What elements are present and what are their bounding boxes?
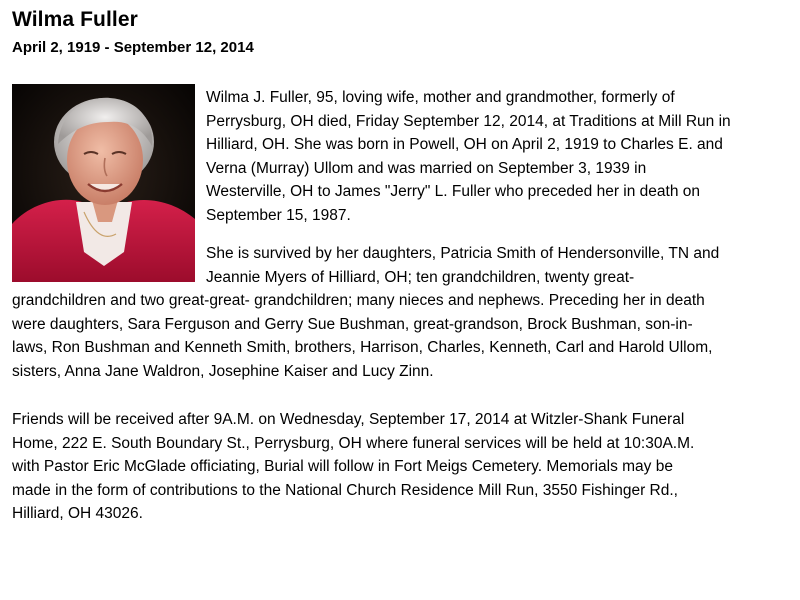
text-line: made in the form of contributions to the National Church Residence Mill Run, 3550 Fishinger Rd., [12,481,678,499]
text-line: Hilliard, OH 43026. [12,505,143,522]
text-line: Westerville, OH to James "Jerry" L. Fuller who preceded her in death on [206,183,701,200]
text-line: with Pastor Eric McGlade officiating, Burial will follow in Fort Meigs Cemetery. Memorials may be [12,458,673,475]
text-line: laws, Ron Bushman and Kenneth Smith, brothers, Harrison, Charles, Kenneth, Carl and Harold Ullom, [12,339,713,356]
text-line: September 15, 1987. [206,206,351,224]
obituary-name: Wilma Fuller [12,8,138,31]
text-line: Jeannie Myers of Hilliard, OH; ten grandchildren, twenty great- [206,268,635,286]
text-line: She is survived by her daughters, Patricia Smith of Hendersonville, TN and [206,245,720,262]
obituary-paragraph-2 [12,242,796,383]
obituary-paragraph-1 [206,86,796,227]
text-line: Friends will be received after 9A.M. on Wednesday, September 17, 2014 at Witzler-Shank Funeral [12,411,685,428]
obituary-paragraph-3 [12,408,796,526]
text-line: Verna (Murray) Ullom and was married on September 3, 1939 in [206,159,647,177]
text-line: Home, 222 E. South Boundary St., Perrysburg, OH where funeral services will be held at 10:30A.M. [12,434,695,452]
text-line: grandchildren and two great-great- grandchildren; many nieces and nephews. Preceding her in death [12,292,705,309]
text-line: sisters, Anna Jane Waldron, Josephine Kaiser and Lucy Zinn. [12,362,434,380]
text-line: Perrysburg, OH died, Friday September 12, 2014, at Traditions at Mill Run in [206,112,731,130]
text-line: Wilma J. Fuller, 95, loving wife, mother and grandmother, formerly of [206,89,675,106]
text-line: Hilliard, OH. She was born in Powell, OH on April 2, 1919 to Charles E. and [206,136,723,153]
text-line: were daughters, Sara Ferguson and Gerry Sue Bushman, great-grandson, Brock Bushman, son-in- [12,315,693,333]
obituary-dates: April 2, 1919 - September 12, 2014 [12,39,254,56]
